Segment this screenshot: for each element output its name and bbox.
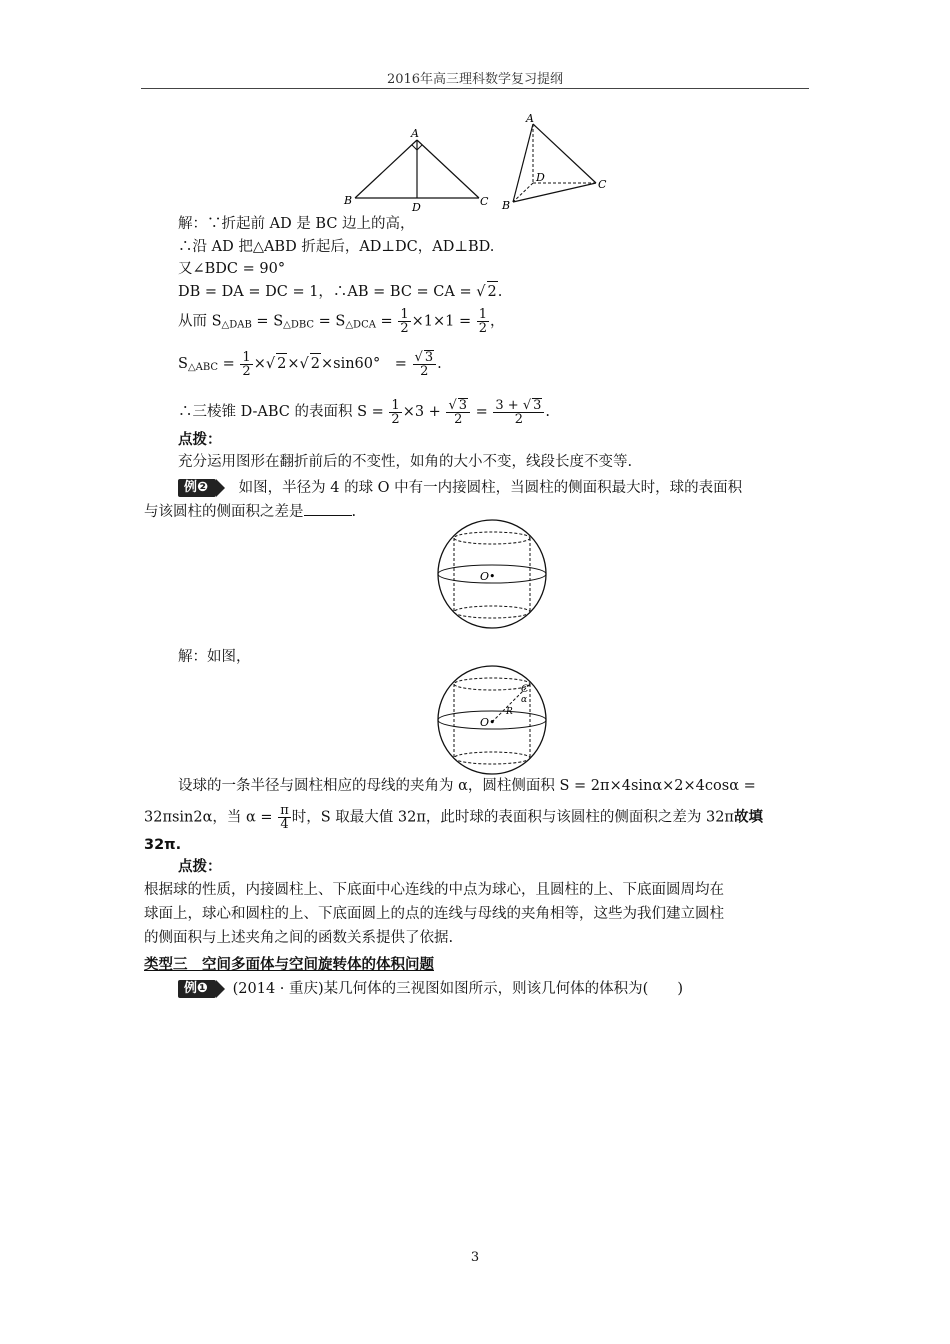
example2-line1: 例❷ 如图，半径为 4 的球 O 中有一内接圆柱，当圆柱的侧面积最大时，球的表面积 (178, 478, 742, 498)
label-a-left: A (411, 127, 419, 140)
sphere2-center-label: O• (480, 716, 496, 729)
example-badge-1: 例❶ (178, 980, 216, 998)
label-d-left: D (412, 201, 421, 214)
sol2-head: 解：如图， (178, 649, 251, 665)
page-number: 3 (470, 1250, 480, 1265)
example2-line2: 与该圆柱的侧面积之差是 . (144, 501, 356, 522)
frac-3-plus-root3-over-2: $\frac{3 + √ 3}{2}$ (493, 398, 544, 426)
sphere-center-label: O• (480, 570, 496, 583)
figure-sphere-cylinder (432, 518, 552, 630)
frac-root3-over-2-b: $\frac{√ 3}{2}$ (446, 398, 470, 426)
sol2-dianbo-line1: 根据球的性质，内接圆柱上、下底面中心连线的中点为球心，且圆柱的上、下底面圆周均在 (144, 882, 724, 898)
sol1-line4: DB = DA = DC = 1，∴AB = BC = CA = √ 2. (178, 281, 502, 302)
sphere2-r-label: R (506, 707, 513, 717)
frac-pi-over-4: $\frac{\pi}{4}$ (280, 803, 289, 832)
sphere2-alpha-label: α (521, 695, 528, 705)
label-c-left: C (480, 195, 489, 208)
label-b-left: B (344, 194, 353, 207)
figure-triangle-fold (330, 112, 620, 216)
answer-blank (304, 501, 352, 516)
sphere2-c-label: C (521, 684, 529, 695)
sol1-dianbo-label: 点拨： (178, 432, 222, 448)
sol1-line3: 又∠BDC = 90° (178, 261, 286, 277)
sol1-line2: ∴沿 AD 把△ABD 折起后，AD⊥DC，AD⊥BD. (178, 239, 495, 255)
sol2-line3: 32π. (144, 837, 182, 853)
header-rule (141, 88, 809, 89)
frac-half-3: $\frac{1}{2}$ (242, 349, 251, 379)
frac-half-2: $\frac{1}{2}$ (478, 307, 488, 336)
sol1-line1: 解：∵折起前 AD 是 BC 边上的高， (178, 216, 415, 232)
section3-title: 类型三 空间多面体与空间旋转体的体积问题 (144, 957, 434, 973)
label-c-right: C (598, 178, 607, 191)
label-a-right: A (526, 112, 534, 125)
sol2-dianbo-line2: 球面上，球心和圆柱的上、下底面圆上的点的连线与母线的夹角相等，这些为我们建立圆柱 (144, 906, 724, 922)
sol1-line7: ∴三棱锥 D-ABC 的表面积 S = $\frac{1}{2}$ ×3 + $\frac{√ 3}{2}$ = $\frac{3 + √ 3}{2}$ . (178, 397, 551, 427)
label-b-right: B (502, 199, 511, 212)
sol2-dianbo-label: 点拨： (178, 859, 222, 875)
sol1-line5: 从而 $S_{\triangle DAB} = S_{\triangle DBC} = S_{\triangle DCA}$ = $\frac{1}{2}$ ×1×1 = $\frac{1}{2}$ ， (178, 307, 505, 336)
figure-sphere-radius (432, 664, 552, 776)
sol2-dianbo-line3: 的侧面积与上述夹角之间的函数关系提供了依据. (144, 930, 454, 946)
sol2-line1: 设球的一条半径与圆柱相应的母线的夹角为 α，圆柱侧面积 S = 2π×4sinα×2×4cosα = (178, 778, 756, 794)
frac-root3-over-2: $\frac{√ 3}{2}$ (413, 350, 437, 378)
sol1-dianbo-text: 充分运用图形在翻折前后的不变性，如角的大小不变，线段长度不变等. (178, 454, 633, 470)
sol1-line6: $S_{\triangle ABC}$ = $\frac{1}{2}$ ×√ 2×√ 2×sin60° = $\frac{√ 3}{2}$ . (178, 349, 442, 379)
frac-half-1: $\frac{1}{2}$ (400, 307, 409, 336)
example-badge-2: 例❷ (178, 479, 216, 497)
frac-half-4: $\frac{1}{2}$ (391, 397, 400, 427)
section3-example1: 例❶ (2014 · 重庆)某几何体的三视图如图所示，则该几何体的体积为( ) (178, 979, 683, 999)
page-header: 2016年高三理科数学复习提纲 (386, 72, 564, 87)
sol2-line2: 32πsin2α，当 α = $\frac{\pi}{4}$ 时，S 取最大值 32π，此时球的表面积与该圆柱的侧面积之差为 32π故填 (144, 803, 763, 832)
label-d-right: D (536, 171, 545, 184)
